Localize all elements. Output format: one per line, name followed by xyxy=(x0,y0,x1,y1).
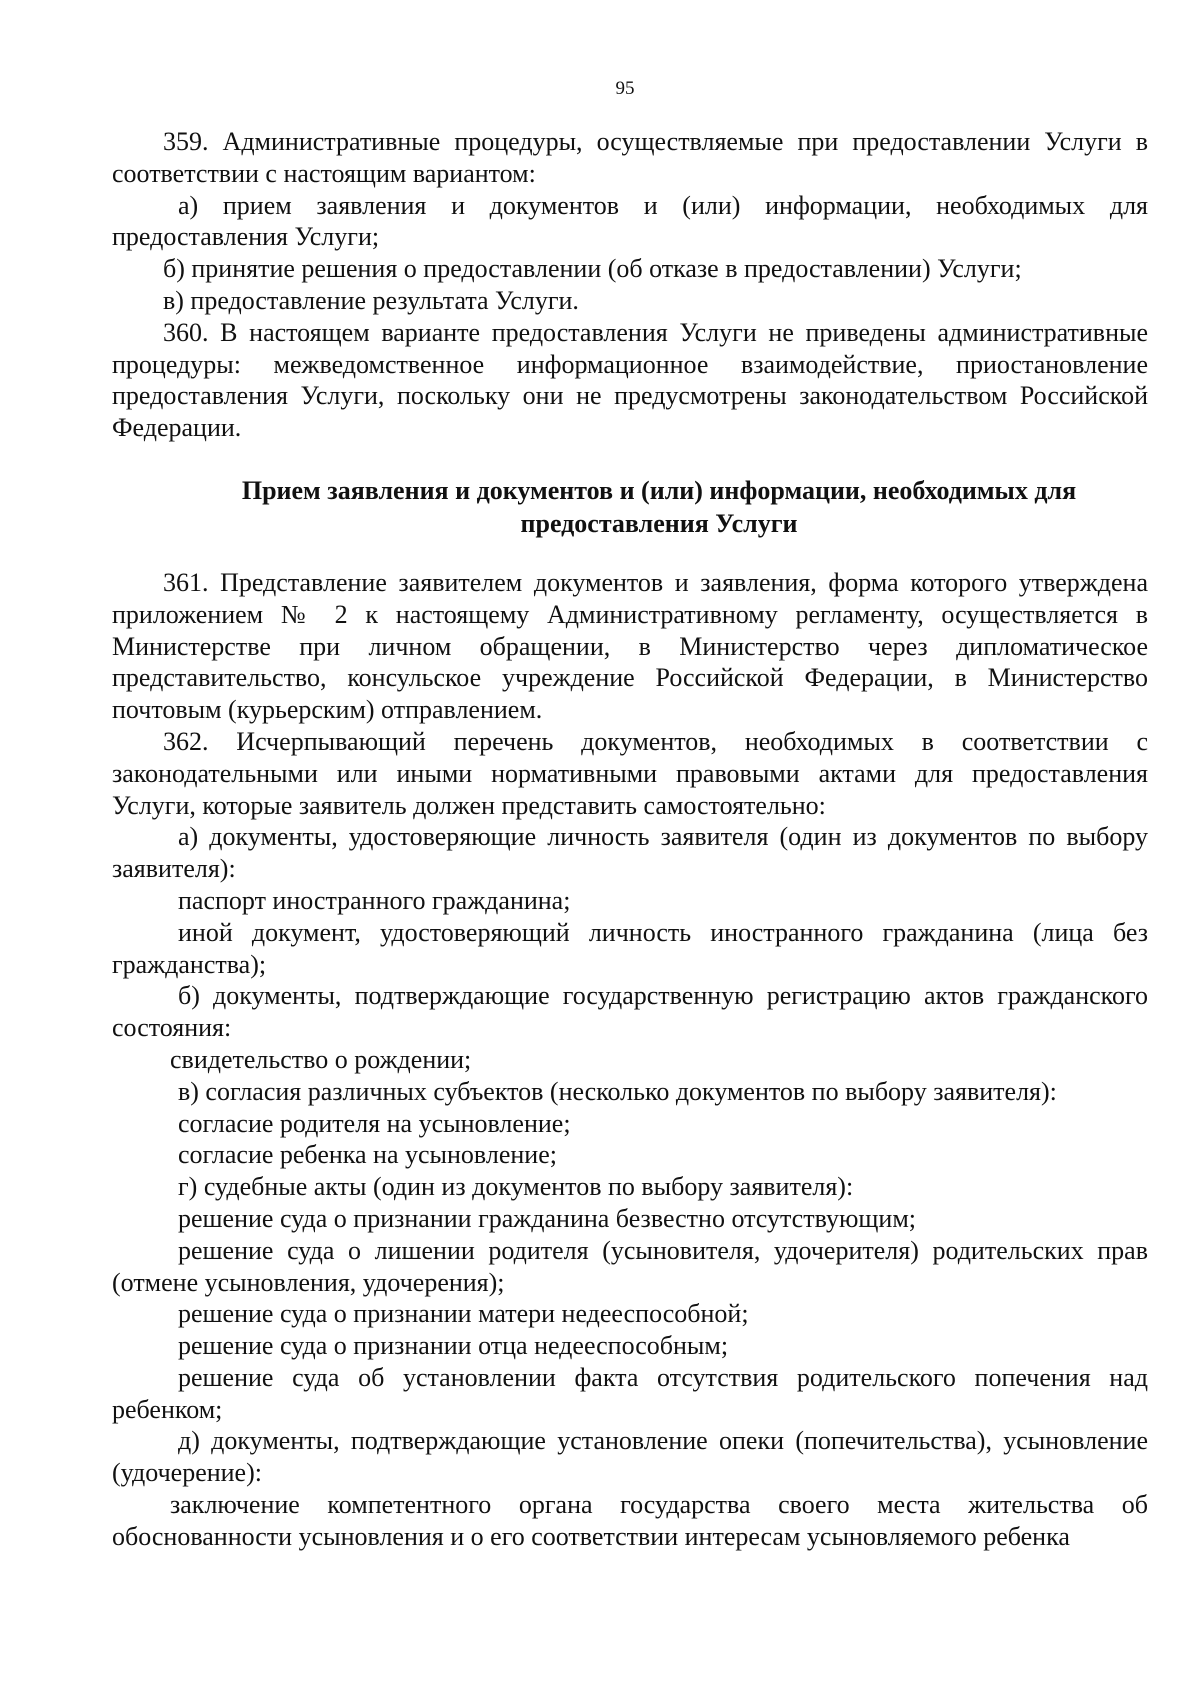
paragraph: свидетельство о рождении; xyxy=(170,1044,472,1074)
section-361-362 xyxy=(112,567,1148,1553)
paragraph: согласие родителя на усыновление; xyxy=(178,1108,571,1138)
paragraph: решение суда о лишении родителя (усыновителя, удочерителя) родительских прав (отмене усыновления, удочерения); xyxy=(112,1235,1148,1297)
section-heading-line-2: предоставления Услуги xyxy=(520,508,798,538)
section-heading xyxy=(112,474,1148,540)
paragraph: 361. Представление заявителем документов и заявления, форма которого утверждена приложением № 2 к настоящему Административному регламенту, осуществляется в Министерстве при личном обращении, в Министерство через дипломатическое представительство, консульское учреждение Российской Федерации, в Министерство почтовым (курьерским) отправлением. xyxy=(112,567,1148,725)
paragraph: 362. Исчерпывающий перечень документов, необходимых в соответствии с законодательными или иными нормативными правовыми актами для предоставления Услуги, которые заявитель должен представить самостоятельно: xyxy=(112,726,1148,820)
paragraph: г) судебные акты (один из документов по выбору заявителя): xyxy=(178,1172,854,1202)
document-body xyxy=(112,126,1148,1553)
paragraph: решение суда о признании отца недееспособным; xyxy=(178,1331,729,1361)
section-359-360 xyxy=(112,126,1148,444)
paragraph: паспорт иностранного гражданина; xyxy=(178,885,571,915)
paragraph: а) прием заявления и документов и (или) информации, необходимых для предоставления Услуги; xyxy=(112,190,1148,252)
paragraph: а) документы, удостоверяющие личность заявителя (один из документов по выбору заявителя): xyxy=(112,822,1148,884)
paragraph: решение суда об установлении факта отсутствия родительского попечения над ребенком; xyxy=(112,1362,1148,1424)
paragraph: б) документы, подтверждающие государственную регистрацию актов гражданского состояния: xyxy=(112,981,1148,1043)
paragraph: в) предоставление результата Услуги. xyxy=(163,285,579,315)
paragraph: 360. В настоящем варианте предоставления Услуги не приведены административные процедуры: межведомственное информационное взаимодействие, приостановление предоставления Услуги, поскольку они не предусмотрены законодательством Российской Федерации. xyxy=(112,317,1148,443)
paragraph: б) принятие решения о предоставлении (об отказе в предоставлении) Услуги; xyxy=(163,254,1022,284)
paragraph: 359. Административные процедуры, осуществляемые при предоставлении Услуги в соответствии с настоящим вариантом: xyxy=(112,127,1148,188)
paragraph: решение суда о признании гражданина безвестно отсутствующим; xyxy=(178,1203,916,1233)
paragraph: в) согласия различных субъектов (несколько документов по выбору заявителя): xyxy=(178,1076,1057,1106)
paragraph: согласие ребенка на усыновление; xyxy=(178,1140,557,1170)
section-heading-line-1: Прием заявления и документов и (или) информации, необходимых для xyxy=(241,475,1077,505)
paragraph: решение суда о признании матери недееспособной; xyxy=(178,1299,749,1329)
paragraph: д) документы, подтверждающие установление опеки (попечительства), усыновление (удочерение): xyxy=(112,1426,1148,1488)
paragraph: иной документ, удостоверяющий личность иностранного гражданина (лица без гражданства); xyxy=(112,917,1148,979)
paragraph: заключение компетентного органа государства своего места жительства об обоснованности усыновления и о его соответствии интересам усыновляемого ребенка xyxy=(112,1490,1148,1551)
page-number: 95 xyxy=(615,78,635,99)
